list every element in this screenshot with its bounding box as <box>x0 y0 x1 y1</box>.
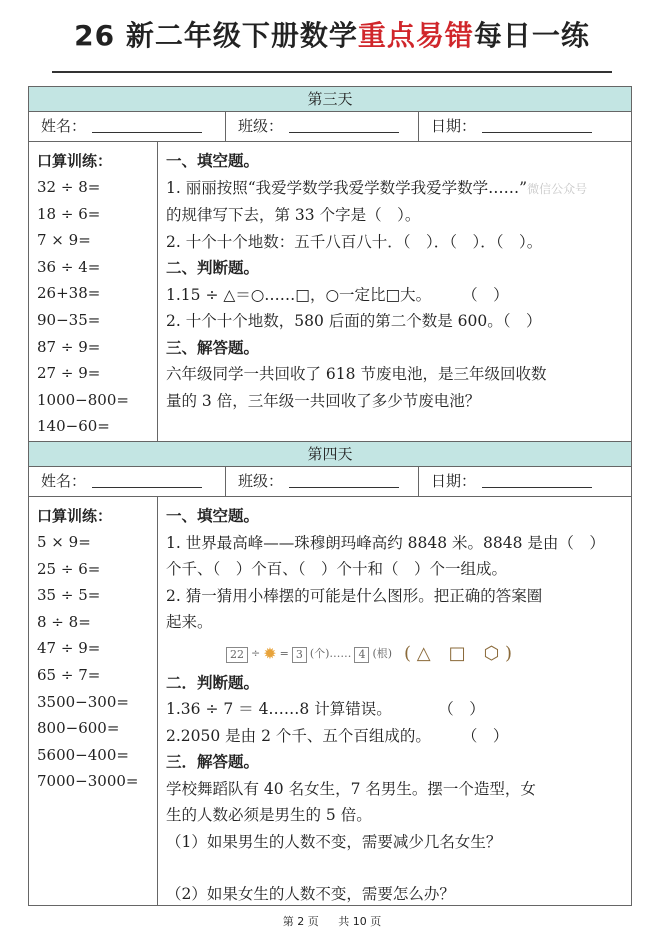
day3-date-cell[interactable] <box>419 112 631 141</box>
oral-item: 7000−3000= <box>37 772 139 791</box>
stick-shapes-figure <box>226 640 625 670</box>
oral-item: 3500−300= <box>37 692 129 711</box>
watermark: 微信公众号 <box>527 181 588 196</box>
day3-section-fill: 一、填空题。 <box>166 152 260 170</box>
remainder-box: 4 <box>354 647 369 663</box>
day3-q1a: 1. 丽丽按照“我爱学数学我爱学数学我爱学数学……”微信公众号 <box>166 178 588 197</box>
day3-section-judge: 二、判断题。 <box>166 259 260 277</box>
day4-section <box>28 442 632 906</box>
name-blank[interactable] <box>92 471 202 488</box>
day3-questions <box>158 142 631 443</box>
class-blank[interactable] <box>289 116 399 133</box>
day4-date-cell[interactable] <box>419 467 631 496</box>
day4-name-cell[interactable] <box>29 467 226 496</box>
oral-item: 7 × 9= <box>37 231 91 250</box>
oral-item: 800−600= <box>37 719 120 738</box>
day4-section-solve: 三．解答题。 <box>166 753 260 771</box>
day3-heading: 第三天 <box>29 87 631 112</box>
oral-item: 65 ÷ 7= <box>37 665 101 684</box>
date-label: 日期： <box>431 472 477 490</box>
day4-q1a: 1. 世界最高峰——珠穆朗玛峰高约 8848 米。8848 是由（ ） <box>166 533 605 552</box>
class-label: 班级： <box>238 117 284 135</box>
oral-item: 90−35= <box>37 310 101 329</box>
date-blank[interactable] <box>482 471 592 488</box>
quotient-unit: (个)…… <box>309 647 352 661</box>
day4-q2a: 2. 猜一猜用小棒摆的可能是什么图形。把正确的答案圈 <box>166 586 543 605</box>
dividend-box: 22 <box>226 647 248 663</box>
day3-q1b: 的规律写下去，第 33 个字是（ ）。 <box>166 206 421 224</box>
name-label: 姓名： <box>41 472 87 490</box>
oral-item: 8 ÷ 8= <box>37 612 91 631</box>
oral-item: 5 × 9= <box>37 533 91 551</box>
title-underline <box>52 71 612 73</box>
name-blank[interactable] <box>92 116 202 133</box>
day4-a3: （1）如果男生的人数不变，需要减少几名女生？ <box>166 832 502 851</box>
day3-class-cell[interactable] <box>226 112 419 141</box>
day4-questions <box>158 497 631 906</box>
class-blank[interactable] <box>289 471 399 488</box>
day4-oral-column <box>29 497 158 906</box>
day4-a1: 学校舞蹈队有 40 名女生，7 名男生。摆一个造型，女 <box>166 779 536 798</box>
day3-a1: 六年级同学一共回收了 618 节废电池，是三年级回收数 <box>166 365 547 383</box>
page-total: 共 10 页 <box>338 915 382 928</box>
oral-item: 47 ÷ 9= <box>37 639 101 658</box>
sun-icon: ✹ <box>263 644 277 664</box>
oral-item: 5600−400= <box>37 745 129 764</box>
oral-item: 140−60= <box>37 417 110 436</box>
day4-a4: （2）如果女生的人数不变，需要怎么办？ <box>166 885 455 903</box>
oral-item: 1000−800= <box>37 390 129 409</box>
day4-section-fill: 一、填空题。 <box>166 507 260 525</box>
day4-info-row <box>29 467 631 497</box>
day3-a2: 量的 3 倍，三年级一共回收了多少节废电池？ <box>166 391 481 410</box>
oral-item: 18 ÷ 6= <box>37 204 101 223</box>
day4-heading: 第四天 <box>29 442 631 467</box>
class-label: 班级： <box>238 472 284 490</box>
page-number: 第 2 页 <box>282 915 319 928</box>
day3-j2: 2. 十个十个地数，580 后面的第二个数是 600。（ ） <box>166 312 542 330</box>
name-label: 姓名： <box>41 117 87 135</box>
day3-section <box>28 86 632 442</box>
day3-name-cell[interactable] <box>29 112 226 141</box>
page-title <box>0 14 664 54</box>
date-blank[interactable] <box>482 116 592 133</box>
remainder-unit: (根) <box>372 647 393 661</box>
day4-a2: 生的人数必须是男生的 5 倍。 <box>166 806 372 824</box>
day4-j2: 2.2050 是由 2 个千、五个百组成的。 （ ） <box>166 726 509 745</box>
day3-section-solve: 三、解答题。 <box>166 338 260 357</box>
day4-section-judge: 二．判断题。 <box>166 673 260 692</box>
day3-j1: 1.15 ÷ △＝○……□，○一定比□大。 （ ） <box>166 285 509 304</box>
title-highlight: 重点易错 <box>357 19 474 52</box>
quotient-box: 3 <box>292 647 307 663</box>
day4-class-cell[interactable] <box>226 467 419 496</box>
oral-item: 36 ÷ 4= <box>37 257 101 276</box>
oral-item: 27 ÷ 9= <box>37 364 101 383</box>
oral-item: 32 ÷ 8= <box>37 178 101 196</box>
day3-oral-column <box>29 142 158 443</box>
day3-q2: 2. 十个十个地数：五千八百八十．（ ）．（ ）．（ ）。 <box>166 232 543 251</box>
division-figure: 22 ÷ ✹ = 3 (个)…… 4 (根) <box>226 641 392 668</box>
day4-q2b: 起来。 <box>166 613 213 631</box>
title-suffix: 每日一练 <box>473 19 590 52</box>
divide-sign: ÷ <box>251 647 261 661</box>
day4-oral-title: 口算训练： <box>37 507 113 525</box>
shape-choices[interactable] <box>404 641 512 668</box>
day4-q1b: 个千、（ ）个百、（ ）个十和（ ）个一组成。 <box>166 560 508 578</box>
shape-options[interactable]: ( △ □ ⬡ ) <box>404 643 513 665</box>
oral-item: 25 ÷ 6= <box>37 559 101 578</box>
title-prefix: 26 新二年级下册数学 <box>74 19 358 52</box>
oral-item: 26+38= <box>37 284 101 303</box>
oral-item: 35 ÷ 5= <box>37 586 101 605</box>
day3-oral-title: 口算训练： <box>37 152 113 170</box>
day3-info-row <box>29 112 631 142</box>
oral-item: 87 ÷ 9= <box>37 337 101 356</box>
date-label: 日期： <box>431 117 477 135</box>
day4-j1: 1.36 ÷ 7 ＝ 4……8 计算错误。 （ ） <box>166 700 485 718</box>
page-footer <box>0 913 664 929</box>
